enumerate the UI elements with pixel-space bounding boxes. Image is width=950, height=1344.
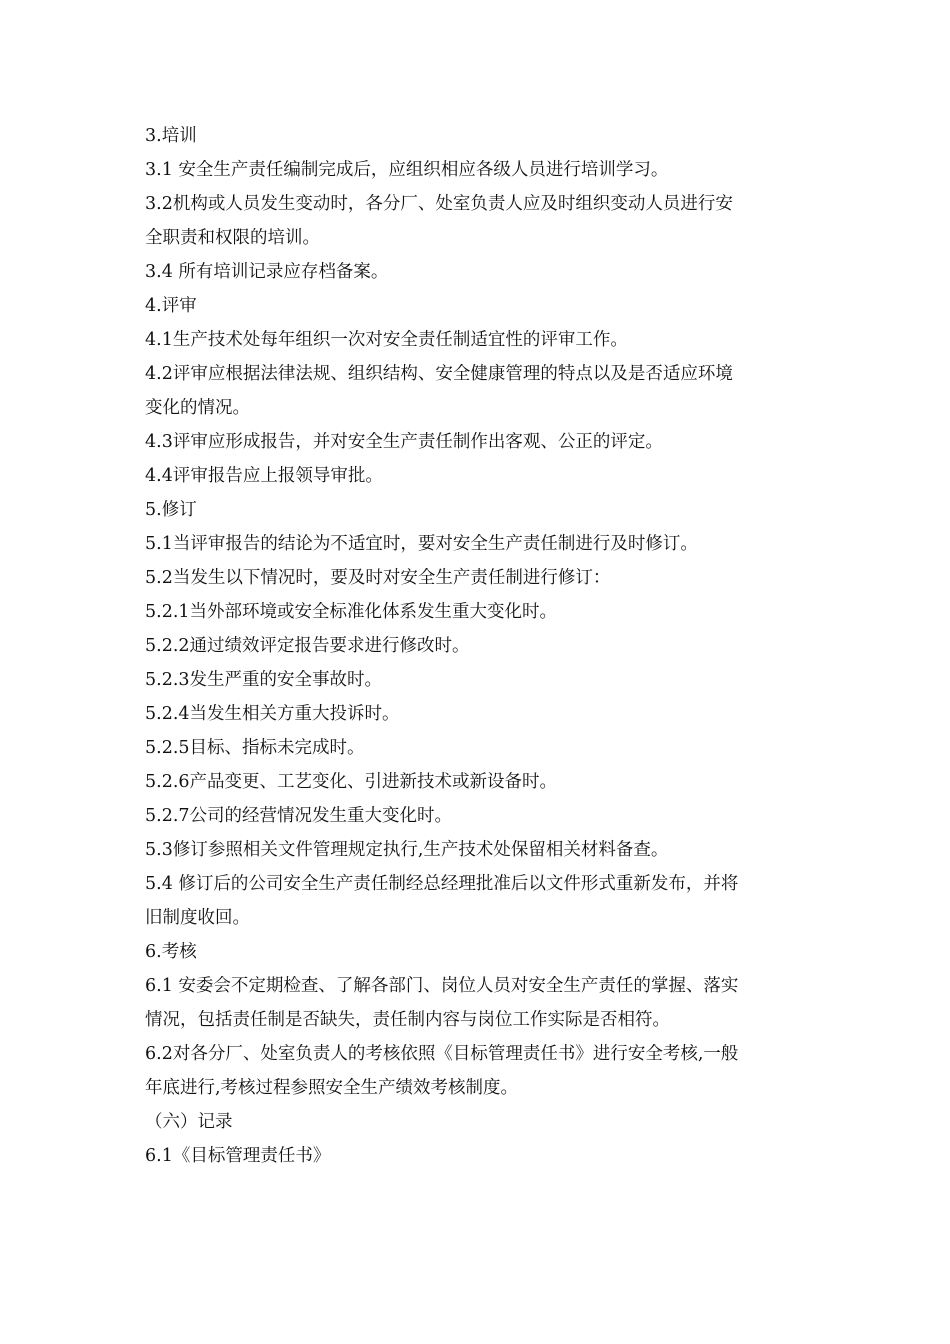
paragraph-5-1: 5.1当评审报告的结论为不适宜时，要对安全生产责任制进行及时修订。 [145,534,698,554]
section-heading-review: 4.评审 [145,296,197,316]
section-heading-training: 3.培训 [145,126,197,146]
list-item-5-2-3: 5.2.3发生严重的安全事故时。 [145,670,383,690]
section-heading-assessment: 6.考核 [145,942,197,962]
section-heading-revision: 5.修订 [145,500,197,520]
paragraph-4-2-continued: 变化的情况。 [145,398,250,418]
list-item-5-2-2: 5.2.2通过绩效评定报告要求进行修改时。 [145,636,470,656]
paragraph-4-4: 4.4评审报告应上报领导审批。 [145,466,383,486]
list-item-5-2-6: 5.2.6产品变更、工艺变化、引进新技术或新设备时。 [145,772,558,792]
paragraph-3-2-continued: 全职责和权限的培训。 [145,228,320,248]
paragraph-5-3: 5.3修订参照相关文件管理规定执行,生产技术处保留相关材料备查。 [145,840,669,860]
paragraph-5-2: 5.2当发生以下情况时，要及时对安全生产责任制进行修订： [145,568,611,588]
paragraph-5-4: 5.4 修订后的公司安全生产责任制经总经理批准后以文件形式重新发布，并将 [145,874,739,894]
paragraph-6-2-continued: 年底进行,考核过程参照安全生产绩效考核制度。 [145,1078,519,1098]
paragraph-4-1: 4.1生产技术处每年组织一次对安全责任制适宜性的评审工作。 [145,330,628,350]
paragraph-4-2: 4.2评审应根据法律法规、组织结构、安全健康管理的特点以及是否适应环境 [145,364,733,384]
list-item-5-2-5: 5.2.5目标、指标未完成时。 [145,738,365,758]
list-item-5-2-7: 5.2.7公司的经营情况发生重大变化时。 [145,806,453,826]
paragraph-5-4-continued: 旧制度收回。 [145,908,250,928]
list-item-5-2-4: 5.2.4当发生相关方重大投诉时。 [145,704,400,724]
paragraph-6-1: 6.1 安委会不定期检查、了解各部门、岗位人员对安全生产责任的掌握、落实 [145,976,739,996]
record-item-6-1: 6.1《目标管理责任书》 [145,1146,331,1166]
list-item-5-2-1: 5.2.1当外部环境或安全标准化体系发生重大变化时。 [145,602,558,622]
section-heading-records: （六）记录 [145,1112,233,1132]
paragraph-6-1-continued: 情况，包括责任制是否缺失，责任制内容与岗位工作实际是否相符。 [145,1010,670,1030]
paragraph-3-1: 3.1 安全生产责任编制完成后，应组织相应各级人员进行培训学习。 [145,160,669,180]
paragraph-3-4: 3.4 所有培训记录应存档备案。 [145,262,389,282]
paragraph-3-2: 3.2机构或人员发生变动时，各分厂、处室负责人应及时组织变动人员进行安 [145,194,733,214]
paragraph-6-2: 6.2对各分厂、处室负责人的考核依照《目标管理责任书》进行安全考核,一般 [145,1044,739,1064]
paragraph-4-3: 4.3评审应形成报告，并对安全生产责任制作出客观、公正的评定。 [145,432,663,452]
document-body [145,119,810,1173]
